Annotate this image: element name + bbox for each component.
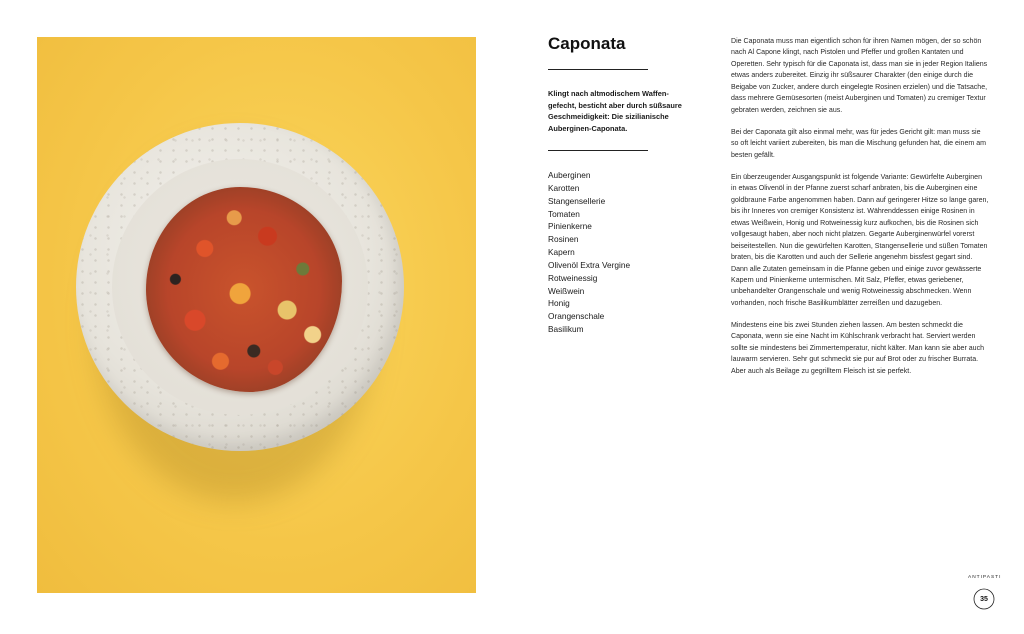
recipe-title: Caponata: [548, 34, 626, 53]
body-paragraph: Bei der Caponata gilt also einmal mehr, was für jedes Gericht gilt: man muss sie so oft leicht variiert zubereiten, bis man die Mischung gefunden hat, die einem am besten gefällt.: [731, 128, 987, 159]
ingredient-list: [548, 169, 630, 336]
recipe-body: [731, 36, 989, 388]
body-paragraph: Mindestens eine bis zwei Stunden ziehen lassen. Am besten schmeckt die Caponata, wenn sie eine Nacht im Kühlschrank verbracht hat. Serviert werden sollte sie mindestens bei Zimmertemperatur, nicht kälter. Man kann sie aber auch lauwarm servieren. Sehr gut schmeckt sie pur auf Brot oder zu frischer Burrata. Aber auch als Beilage zu gegrilltem Fleisch ist sie perfekt.: [731, 322, 985, 375]
ingredient-item: Rosinen: [548, 234, 579, 245]
ingredient-item: Rotweinessig: [548, 272, 598, 283]
ingredient-item: Stangensellerie: [548, 195, 606, 206]
caponata-photo: [37, 37, 476, 593]
ingredient-item: Basilikum: [548, 324, 584, 335]
ingredient-item: Olivenöl Extra Vergine: [548, 259, 631, 270]
ingredient-item: Karotten: [548, 182, 580, 193]
divider-top: [548, 69, 648, 70]
plate: [76, 123, 404, 451]
ingredient-item: Kapern: [548, 247, 575, 258]
body-paragraph: Ein überzeugender Ausgangspunkt ist folgende Variante: Gewürfelte Auberginen in etwas Olivenöl in der Pfanne zuerst scharf anbraten, bis die Auberginen eine goldbraune Farbe angenommen haben. Dann auf geringerer Hitze so lange garen, bis ihr Inneres von cremiger Konsistenz ist. Währenddessen einige Rosinen in etwas Weißwein, Honig und Rotweinessig kurz aufkochen, bis die Rosinen sich vollgesaugt haben, aber noch nicht platzen. Gegarte Auberginenwürfel vorerst beiseitestellen. Nun die gewürfelten Karotten, Stangensellerie und süßen Tomaten braten, bis die Karotten und auch der Sellerie angenehm bissfest gegart sind. Dann alle Zutaten gemeinsam in die Pfanne geben und einige zuvor gewässerte Kapern und Pinienkerne untermischen. Mit Salz, Pfeffer, etwas geriebener, unbehandelter Orangenschale und wenig Rotweinessig abschmecken. Wenn vorhanden, noch frische Basilikumblätter zerreißen und dazugeben.: [731, 173, 989, 307]
ingredient-item: Orangenschale: [548, 311, 605, 322]
caponata-food: [146, 187, 342, 392]
ingredient-item: Weißwein: [548, 285, 585, 296]
divider-bottom: [548, 150, 648, 151]
ingredient-item: Auberginen: [548, 170, 591, 180]
body-paragraph: Die Caponata muss man eigentlich schon für ihren Namen mögen, der so schön nach Al Capone klingt, nach Pistolen und Pfeffer und großen Kantaten und Operetten. Sehr typisch für die Caponata ist, dass man sie in jeder Region Italiens etwas anders zubereitet. Einzig ihr süßsaurer Charakter (den einige durch die Beigabe von Zucker, andere durch eingelegte Rosinen erzielen) und die Tatsache, dass mehrere Gemüsesorten (meist Auberginen und Tomaten) zu cremiger Textur gebraten werden, zeichnen sie aus.: [731, 38, 988, 114]
ingredient-item: Pinienkerne: [548, 221, 592, 232]
section-label: ANTIPASTI: [968, 575, 1002, 580]
ingredient-item: Tomaten: [548, 208, 580, 219]
page-number: 35: [980, 595, 988, 603]
ingredient-item: Honig: [548, 298, 570, 309]
page-badge: [968, 575, 1002, 614]
recipe-intro: Klingt nach altmodischem Waffengefecht, besticht aber durch süßsaure Geschmeidigkeit: Die sizilianische Auberginen-Caponata.: [548, 89, 682, 133]
